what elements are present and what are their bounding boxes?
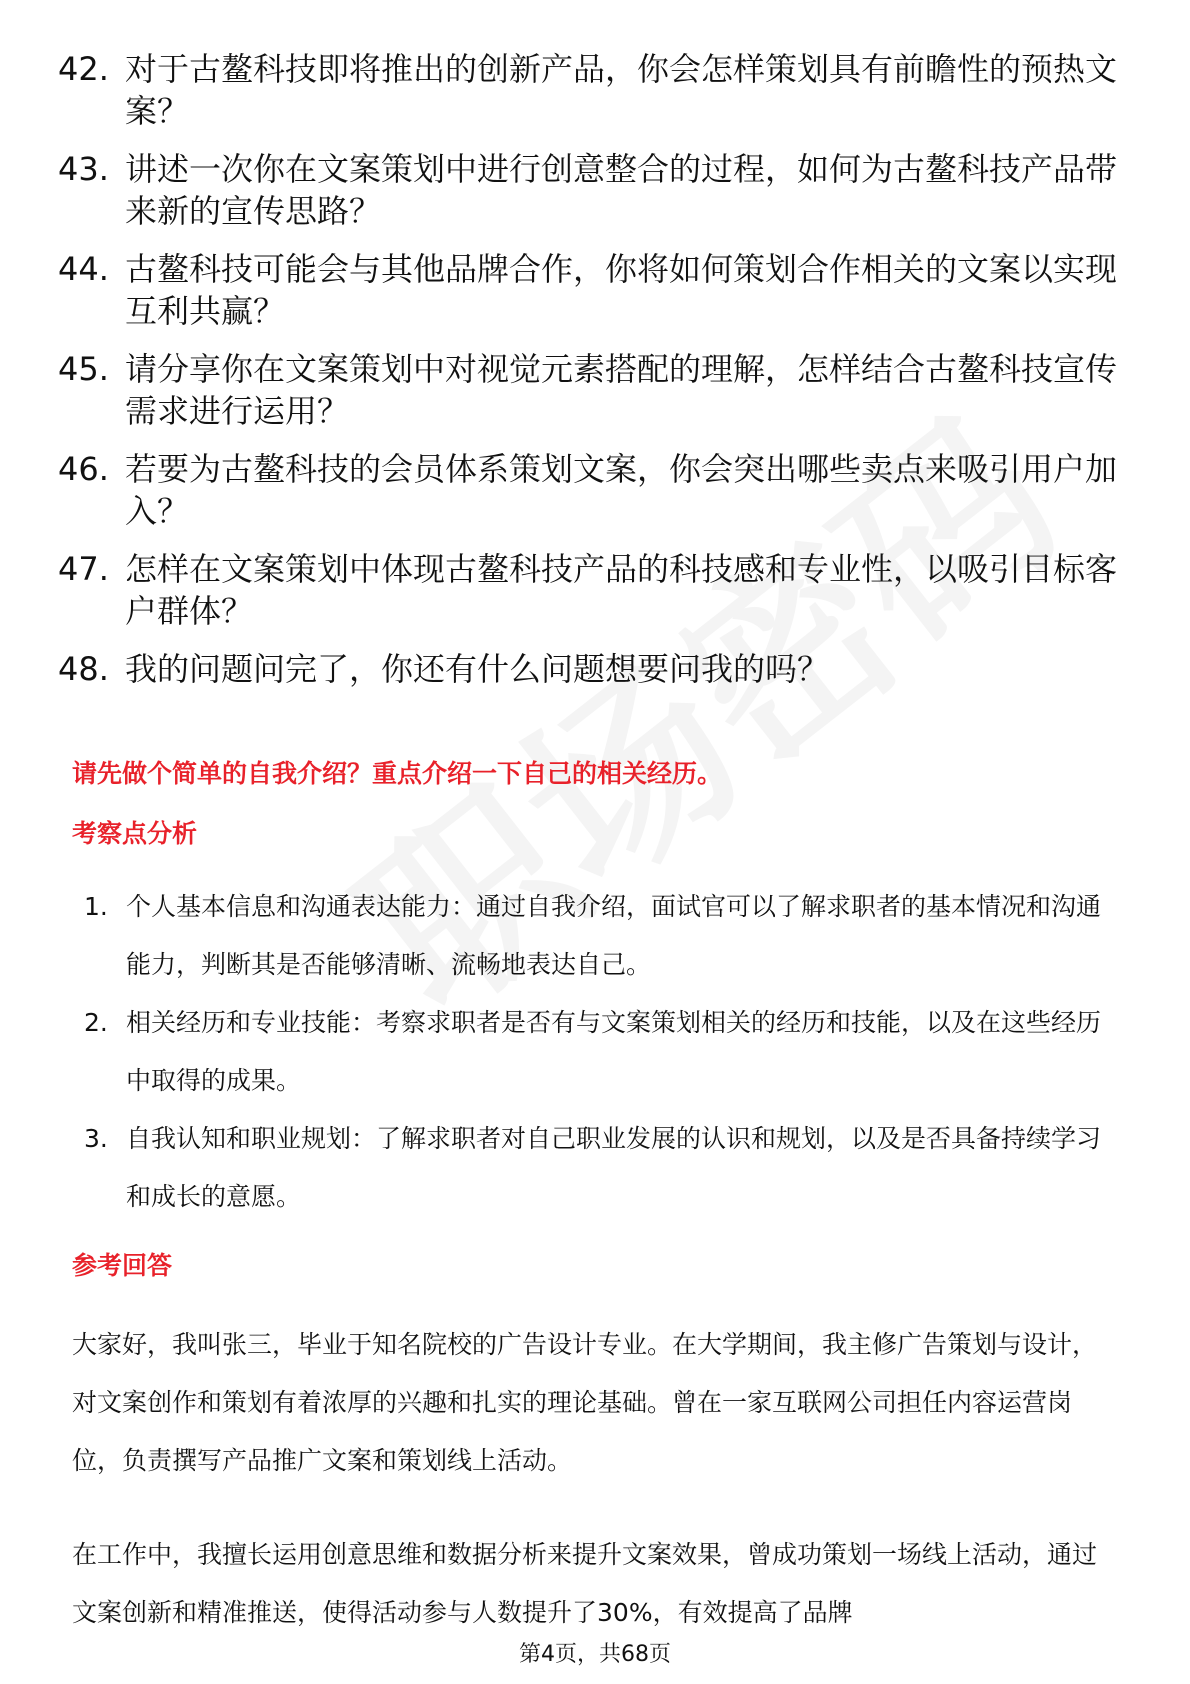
analysis-points <box>84 878 1124 1226</box>
question-number: 44. <box>58 250 109 288</box>
point-text: 个人基本信息和沟通表达能力：通过自我介绍，面试官可以了解求职者的基本情况和沟通能力，判断其是否能够清晰、流畅地表达自己。 <box>126 892 1102 979</box>
section-title: 请先做个简单的自我介绍？重点介绍一下自己的相关经历。 <box>72 759 723 788</box>
question-list <box>58 48 1118 706</box>
question-number: 45. <box>58 350 109 388</box>
question-item <box>58 548 1118 632</box>
question-number: 43. <box>58 150 109 188</box>
analysis-heading: 考察点分析 <box>72 819 198 848</box>
answer-paragraph: 大家好，我叫张三，毕业于知名院校的广告设计专业。在大学期间，我主修广告策划与设计，对文案创作和策划有着浓厚的兴趣和扎实的理论基础。曾在一家互联网公司担任内容运营岗位，负责撰写产品推广文案和策划线上活动。 <box>72 1330 1098 1475</box>
answer-paragraph: 在工作中，我擅长运用创意思维和数据分析来提升文案效果，曾成功策划一场线上活动，通过文案创新和精准推送，使得活动参与人数提升了30%，有效提高了品牌 <box>72 1540 1098 1627</box>
analysis-point <box>84 878 1124 994</box>
question-item <box>58 648 1118 690</box>
point-number: 3. <box>84 1124 108 1153</box>
question-text: 古鳌科技可能会与其他品牌合作，你将如何策划合作相关的文案以实现互利共赢？ <box>125 250 1118 330</box>
question-text: 讲述一次你在文案策划中进行创意整合的过程，如何为古鳌科技产品带来新的宣传思路？ <box>125 150 1118 230</box>
analysis-point <box>84 994 1124 1110</box>
question-number: 48. <box>58 650 109 688</box>
question-text: 对于古鳌科技即将推出的创新产品，你会怎样策划具有前瞻性的预热文案？ <box>125 50 1118 130</box>
point-number: 2. <box>84 1008 108 1037</box>
point-text: 相关经历和专业技能：考察求职者是否有与文案策划相关的经历和技能，以及在这些经历中取得的成果。 <box>126 1008 1102 1095</box>
point-number: 1. <box>84 892 108 921</box>
question-text: 我的问题问完了，你还有什么问题想要问我的吗？ <box>125 650 830 688</box>
page-footer: 第4页，共68页 <box>519 1642 671 1667</box>
question-item <box>58 248 1118 332</box>
question-item <box>58 148 1118 232</box>
question-item <box>58 48 1118 132</box>
question-item <box>58 448 1118 532</box>
question-text: 请分享你在文案策划中对视觉元素搭配的理解，怎样结合古鳌科技宣传需求进行运用？ <box>125 350 1118 430</box>
question-text: 怎样在文案策划中体现古鳌科技产品的科技感和专业性，以吸引目标客户群体？ <box>125 550 1118 630</box>
question-number: 42. <box>58 50 109 88</box>
question-number: 47. <box>58 550 109 588</box>
question-text: 若要为古鳌科技的会员体系策划文案，你会突出哪些卖点来吸引用户加入？ <box>125 450 1118 530</box>
question-item <box>58 348 1118 432</box>
analysis-point <box>84 1110 1124 1226</box>
answer-heading: 参考回答 <box>72 1251 173 1280</box>
point-text: 自我认知和职业规划：了解求职者对自己职业发展的认识和规划，以及是否具备持续学习和成长的意愿。 <box>126 1124 1102 1211</box>
question-number: 46. <box>58 450 109 488</box>
